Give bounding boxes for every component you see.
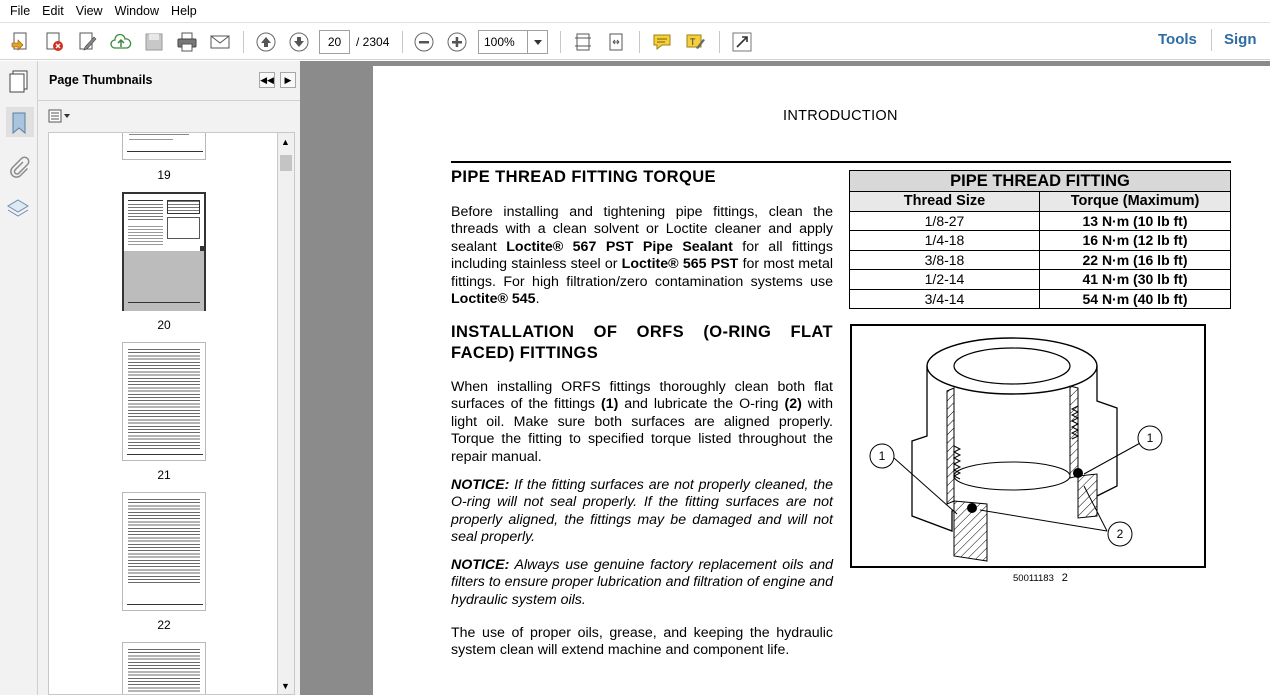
table-caption: PIPE THREAD FITTING (850, 171, 1231, 192)
thumbnail-number: 21 (157, 468, 171, 482)
thumbnail-page-22[interactable] (122, 492, 206, 611)
scroll-up-icon[interactable]: ▲ (281, 137, 290, 147)
page-thumbnails-icon[interactable] (8, 69, 30, 96)
save-icon[interactable] (141, 29, 167, 55)
thumbnail-options-button[interactable] (48, 109, 72, 125)
fullscreen-icon[interactable] (729, 29, 755, 55)
callout-1-left: 1 (878, 449, 886, 463)
page-number-input[interactable]: 20 (319, 30, 350, 54)
heading-orfs: INSTALLATION OF ORFS (O-RING FLAT FACED) FITTINGS (451, 323, 833, 362)
layers-icon[interactable] (6, 197, 30, 224)
zoom-out-icon[interactable] (411, 29, 437, 55)
menu-help[interactable]: Help (171, 4, 197, 18)
fit-page-icon[interactable] (570, 29, 596, 55)
paragraph-pipe-thread: Before installing and tightening pipe fittings, clean the threads with a clean solvent or Loctite cleaner and apply sealant Loctite® 567 PST Pipe Sealant for all fittings including stainless steel or Loctite® 565 PST for most metal fittings. For high filtration/zero contamination systems use Loctite® 545. (451, 204, 833, 308)
table-row: 3/4-14 54 N·m (40 lb ft) (850, 289, 1231, 309)
table-header-torque: Torque (Maximum) (1040, 192, 1231, 212)
cloud-upload-icon[interactable] (108, 29, 134, 55)
menu-file[interactable]: File (10, 4, 31, 18)
table-header-thread-size: Thread Size (850, 192, 1040, 212)
zoom-in-icon[interactable] (444, 29, 470, 55)
print-icon[interactable] (174, 29, 200, 55)
attachment-icon[interactable] (8, 155, 30, 182)
section-header: INTRODUCTION (783, 108, 898, 124)
page-thumbnails-panel (38, 61, 300, 695)
comment-icon[interactable] (649, 29, 675, 55)
thumbnail-number: 19 (157, 168, 171, 182)
thumbnail-number: 20 (157, 318, 171, 332)
paragraph-orfs: When installing ORFS fittings thoroughly clean both flat surfaces of the fittings (1) and lubricate the O-ring (2) with light oil. Make sure both surfaces are aligned properly. Torque the fitting to specified torque listed throughout the repair manual. (451, 379, 834, 465)
fit-width-icon[interactable] (603, 29, 629, 55)
toolbar (0, 22, 1270, 60)
chevron-down-icon[interactable] (527, 31, 547, 53)
scrollbar-thumb[interactable] (280, 155, 292, 171)
create-pdf-icon[interactable] (8, 29, 34, 55)
thumbnail-page-23[interactable] (122, 642, 206, 695)
table-row: 3/8-18 22 N·m (16 lb ft) (850, 250, 1231, 270)
thumbnail-page-20[interactable] (122, 192, 206, 311)
orfs-fitting-figure (850, 324, 1206, 568)
page-total: / 2304 (356, 35, 390, 49)
panel-title: Page Thumbnails (49, 73, 153, 87)
notice-2: NOTICE: Always use genuine factory replacement oils and filters to ensure proper lubrication and filtration of engine and hydraulic system oils. (451, 557, 833, 608)
zoom-level-select[interactable] (478, 30, 548, 54)
callout-2: 2 (1116, 527, 1124, 541)
open-file-icon[interactable] (41, 29, 67, 55)
collapse-panel-icon[interactable]: ◀◀ (259, 72, 275, 88)
thumbnail-page-21[interactable] (122, 342, 206, 461)
figure-caption: 50011183 2 (1013, 572, 1068, 584)
notice-1: NOTICE: If the fitting surfaces are not properly cleaned, the O-ring will not seal properly. If the fitting surfaces are not properly aligned, the fittings may be damaged and will not seal properly. (451, 477, 833, 546)
edit-pdf-icon[interactable] (75, 29, 101, 55)
callout-1-right: 1 (1146, 431, 1154, 445)
zoom-level-value: 100% (484, 35, 515, 49)
menu-edit[interactable]: Edit (42, 4, 64, 18)
previous-page-icon[interactable] (253, 29, 279, 55)
menu-view[interactable]: View (75, 4, 103, 18)
next-page-icon[interactable] (286, 29, 312, 55)
highlight-icon[interactable] (682, 29, 708, 55)
table-row: 1/4-18 16 N·m (12 lb ft) (850, 231, 1231, 251)
svg-text:T: T (690, 37, 696, 47)
sign-button[interactable]: Sign (1224, 31, 1257, 48)
email-icon[interactable] (207, 29, 233, 55)
pipe-thread-fitting-table (849, 170, 1231, 309)
header-rule (451, 161, 1231, 163)
scroll-down-icon[interactable]: ▼ (281, 681, 290, 691)
thumbnail-list (48, 132, 278, 695)
panel-header (38, 61, 300, 101)
thumbnail-scrollbar[interactable] (278, 132, 295, 695)
bookmark-icon[interactable] (10, 111, 30, 138)
table-row: 1/2-14 41 N·m (30 lb ft) (850, 270, 1231, 290)
menu-window[interactable]: Window (114, 4, 160, 18)
heading-pipe-thread: PIPE THREAD FITTING TORQUE (451, 168, 716, 186)
tools-button[interactable]: Tools (1158, 31, 1197, 48)
menu-bar (0, 0, 1270, 22)
thumbnail-number: 22 (157, 618, 171, 632)
orfs-fitting-illustration (852, 326, 1204, 566)
thumbnail-page-19[interactable] (122, 132, 206, 160)
table-row: 1/8-27 13 N·m (10 lb ft) (850, 211, 1231, 231)
document-page (373, 66, 1270, 695)
paragraph-final: The use of proper oils, grease, and keeping the hydraulic system clean will extend machine and component life. (451, 625, 833, 659)
navigation-rail (0, 61, 38, 695)
expand-panel-icon[interactable]: ▶ (280, 72, 296, 88)
